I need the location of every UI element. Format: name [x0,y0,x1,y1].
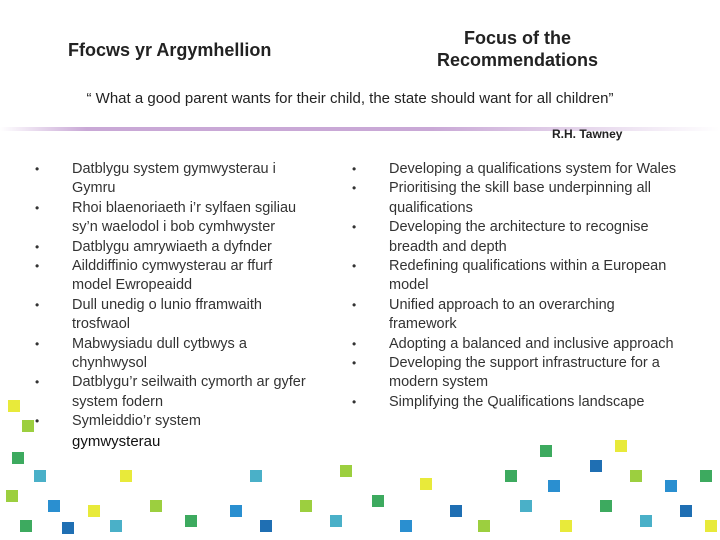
quote-text: “ What a good parent wants for their child, the state should want for all children” [86,90,614,107]
list-item [352,296,679,335]
list-item-text: Mabwysiadu dull cytbwys a chynhwysol [72,335,247,372]
decorative-square [548,480,560,492]
list-item-text: Unified approach to an overarching framework [389,296,615,333]
decorative-square [505,470,517,482]
bullet-icon: • [352,220,357,235]
decorative-square [590,460,602,472]
list-item [352,257,679,296]
bullet-icon: • [35,259,40,274]
list-item-trailing-text: gymwysterau [72,432,161,450]
decorative-square [615,440,627,452]
welsh-title: Ffocws yr Argymhellion [68,40,272,60]
list-item [352,354,679,393]
decorative-square [62,522,74,534]
list-item-text: Datblygu’r seilwaith cymorth ar gyfer system fodern [72,374,306,410]
list-item [352,393,679,412]
decorative-square [540,445,552,457]
decorative-square [630,470,642,482]
decorative-square [340,465,352,477]
list-item [35,238,312,257]
list-item [35,373,312,412]
decorative-square [110,520,122,532]
list-item-text: Redefining qualifications within a European model [389,258,667,294]
decorative-square [640,515,652,527]
bullet-icon: • [352,394,357,409]
decorative-square [372,495,384,507]
decorative-square [400,520,412,532]
decorative-square [250,470,262,482]
decorative-square [705,520,717,532]
decorative-square [560,520,572,532]
decorative-square [34,470,46,482]
list-item [35,257,312,296]
decorative-square [48,500,60,512]
bullet-icon: • [352,356,357,371]
bullet-icon: • [352,297,357,312]
decorative-square [150,500,162,512]
list-item [35,199,312,238]
list-item [35,412,312,452]
list-item-text: Dull unedig o lunio fframwaith trosfwaol [72,296,262,333]
bullet-icon: • [35,200,40,215]
decorative-square [22,420,34,432]
welsh-list [35,160,312,452]
decorative-square [680,505,692,517]
list-item-text: Developing the support infrastructure for a modern system [389,355,660,391]
list-item [352,335,679,354]
list-item-text: Symleiddio’r system [72,413,201,430]
decorative-square [330,515,342,527]
decorative-square [20,520,32,532]
bullet-icon: • [352,336,357,351]
decorative-square [8,400,20,412]
bullet-icon: • [352,181,357,196]
bullet-icon: • [35,239,40,254]
list-item [352,179,679,218]
list-item-text: Adopting a balanced and inclusive approach [389,335,674,352]
bullet-icon: • [352,259,357,274]
list-item [35,160,312,199]
decorative-square [700,470,712,482]
decorative-square [88,505,100,517]
bullet-icon: • [352,162,357,176]
bullet-icon: • [35,336,40,351]
decorative-square [665,480,677,492]
list-item-text: Prioritising the skill base underpinning all qualifications [389,180,651,216]
decorative-square [6,490,18,502]
decorative-square [120,470,132,482]
decorative-square [520,500,532,512]
decorative-square [12,452,24,464]
list-item-text: Developing a qualifications system for Wales [389,161,677,177]
bullet-icon: • [35,414,40,429]
decorative-square [600,500,612,512]
list-item-text: Ailddiffinio cymwysterau ar ffurf model Ewropeaidd [72,258,273,294]
decorative-square [420,478,432,490]
list-item-text: Rhoi blaenoriaeth i’r sylfaen sgiliau sy’n waelodol i bob cymhwyster [72,199,297,236]
list-item-text: Datblygu system gymwysterau i Gymru [72,161,276,197]
decorative-square [185,515,197,527]
decorative-square [450,505,462,517]
bullet-icon: • [35,375,40,390]
decorative-square [260,520,272,532]
list-item [35,335,312,374]
english-title: Focus of the Recommendations [436,28,599,70]
bullet-icon: • [35,297,40,312]
quote-author: R.H. Tawney [552,127,623,141]
list-item [35,296,312,335]
decorative-square [230,505,242,517]
list-item-text: Developing the architecture to recognise breadth and depth [389,219,649,255]
list-item [352,160,679,179]
english-list [352,160,679,412]
list-item-text: Simplifying the Qualifications landscape [389,393,645,410]
bullet-icon: • [35,162,40,176]
list-item-text: Datblygu amrywiaeth a dyfnder [72,238,272,255]
decorative-square [300,500,312,512]
decorative-square [478,520,490,532]
list-item [352,218,679,257]
